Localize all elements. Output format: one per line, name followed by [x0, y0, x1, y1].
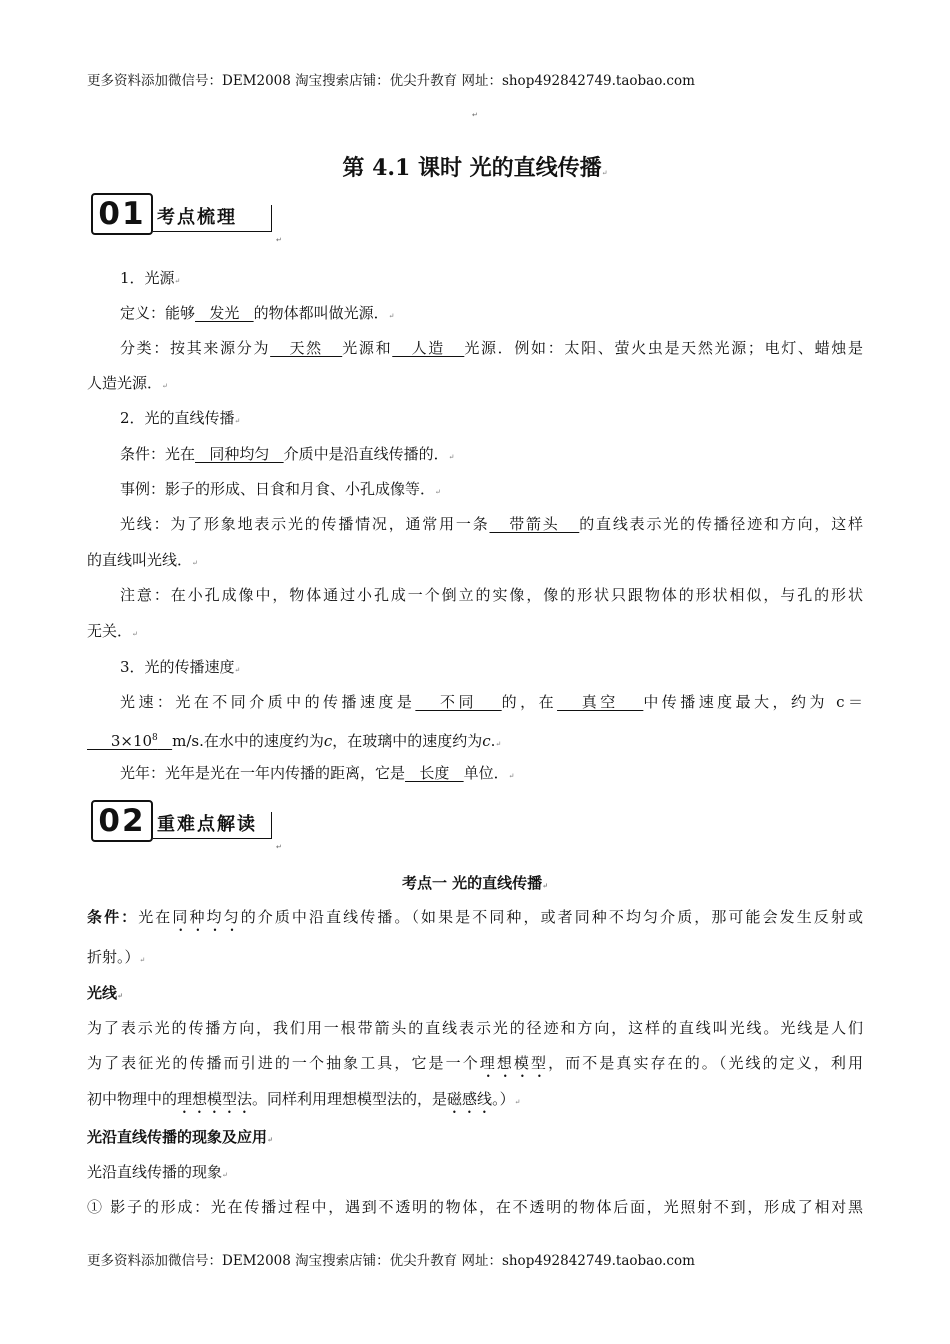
- answer-blank: 长度: [405, 764, 464, 782]
- s2-condition-2: 折射。）↵: [87, 948, 146, 966]
- s2-app-heading: 光沿直线传播的现象及应用↵: [87, 1128, 273, 1146]
- section-number: 01: [91, 193, 153, 235]
- s2-shadow-line: ① 影子的形成：光在传播过程中，遇到不透明的物体，在不透明的物体后面，光照射不到，形成了相对黑: [87, 1198, 863, 1216]
- paragraph-mark: ↵: [276, 236, 282, 244]
- s2-condition: 条件：光在同种均匀的介质中沿直线传播。（如果是不同种，或者同种不均匀介质，那可能会发生反射或: [87, 908, 863, 926]
- classification-line: 分类：按其来源分为 天然 光源和 人造 光源．例如：太阳、萤火虫是天然光源；电灯、蜡烛是: [120, 339, 863, 357]
- s2-ray-heading: 光线↵: [87, 984, 123, 1002]
- answer-blank: $3\times 10^8$: [87, 732, 158, 750]
- s2-ray-line-3: 初中物理中的理想模型法。同样利用理想模型法的，是磁感线。）↵: [87, 1090, 521, 1108]
- definition-line: 定义：能够 发光 的物体都叫做光源．↵: [120, 304, 395, 322]
- answer-blank: 不同: [415, 693, 502, 711]
- answer-blank: 带箭头: [489, 515, 580, 533]
- note-line-2: 无关．↵: [87, 622, 138, 640]
- answer-blank: 人造: [392, 339, 465, 357]
- answer-blank: 同种均匀: [195, 445, 284, 463]
- ray-line: 光线：为了形象地表示光的传播情况，通常用一条 带箭头 的直线表示光的传播径迹和方向，这样: [120, 515, 863, 533]
- s2-ray-line-2: 为了表征光的传播而引进的一个抽象工具，它是一个理想模型，而不是真实存在的。（光线的定义，利用: [87, 1054, 863, 1072]
- heading-speed: 3．光的传播速度↵: [120, 658, 241, 676]
- heading-light-source: 1．光源↵: [120, 269, 181, 287]
- paragraph-mark: ↵: [472, 111, 478, 119]
- heading-propagation: 2．光的直线传播↵: [120, 409, 241, 427]
- paragraph-mark: ↵: [276, 843, 282, 851]
- section-number: 02: [91, 800, 153, 842]
- s2-app-sub: 光沿直线传播的现象↵: [87, 1163, 228, 1181]
- page-footer: 更多资料添加微信号：DEM2008 淘宝搜索店铺：优尖升教育 网址：shop492842749.taobao.com: [87, 1253, 695, 1269]
- answer-blank: 天然: [270, 339, 343, 357]
- speed-line: 光速：光在不同介质中的传播速度是 不同 的，在 真空 中传播速度最大，约为 c＝: [120, 693, 864, 711]
- point-title: 考点一 光的直线传播↵: [401, 874, 549, 892]
- classification-line-2: 人造光源．↵: [87, 374, 168, 392]
- section-label: 考点梳理: [153, 205, 272, 232]
- page-header: 更多资料添加微信号：DEM2008 淘宝搜索店铺：优尖升教育 网址：shop492842749.taobao.com: [87, 73, 695, 89]
- section-label: 重难点解读: [153, 812, 272, 839]
- example-line: 事例：影子的形成、日食和月食、小孔成像等．↵: [120, 480, 441, 498]
- note-line: 注意：在小孔成像中，物体通过小孔成一个倒立的实像，像的形状只跟物体的形状相似，与孔的形状: [120, 586, 863, 604]
- title-text: 第 4.1 课时 光的直线传播: [342, 155, 602, 181]
- ray-line-2: 的直线叫光线．↵: [87, 551, 198, 569]
- answer-blank: 真空: [557, 693, 644, 711]
- speed-line-2: $3\times 10^8$ m/s.在水中的速度约为c，在玻璃中的速度约为c.↵: [87, 732, 502, 750]
- answer-blank: 发光: [195, 304, 254, 322]
- condition-line: 条件：光在 同种均匀 介质中是沿直线传播的．↵: [120, 445, 455, 463]
- page-title: 第 4.1 课时 光的直线传播↵: [342, 155, 608, 181]
- s2-ray-line-1: 为了表示光的传播方向，我们用一根带箭头的直线表示光的径迹和方向，这样的直线叫光线。光线是人们: [87, 1019, 863, 1037]
- lightyear-line: 光年：光年是光在一年内传播的距离，它是 长度 单位．↵: [120, 764, 515, 782]
